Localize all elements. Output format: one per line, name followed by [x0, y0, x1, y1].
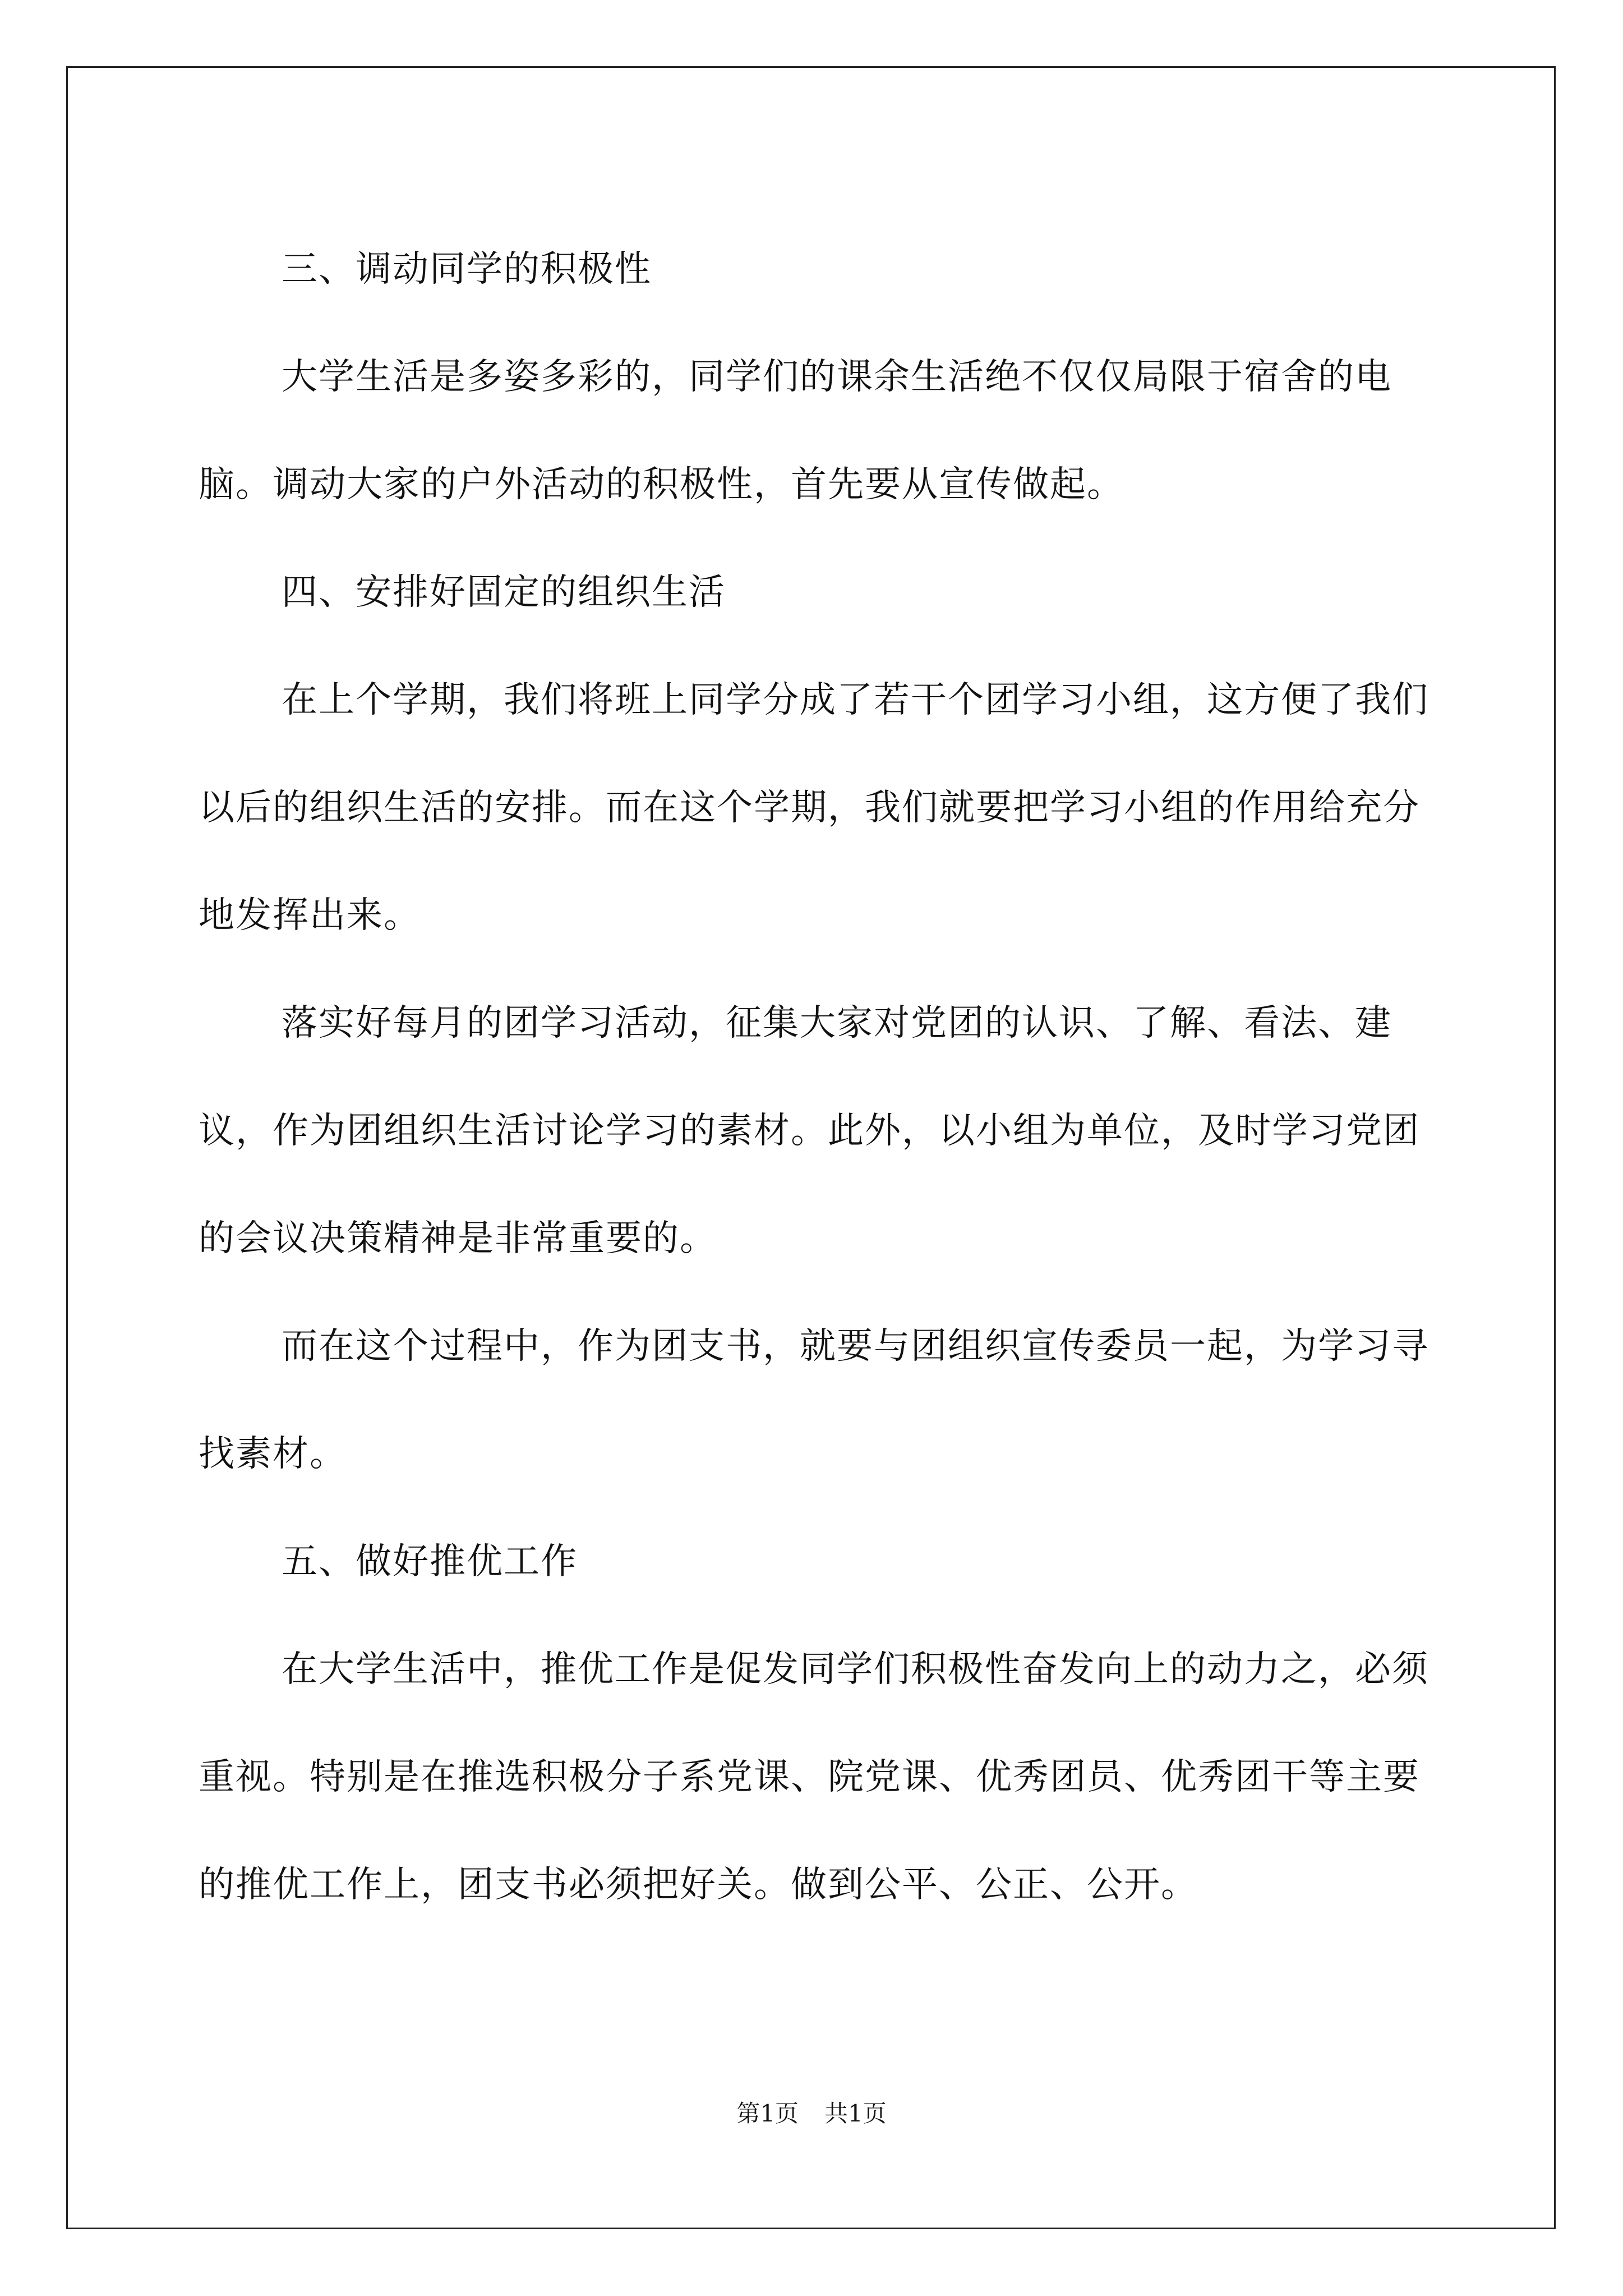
paragraph-3: 落实好每月的团学习活动，征集大家对党团的认识、了解、看法、建议，作为团组织生活讨论学习的素材。此外，以小组为单位，及时学习党团的会议决策精神是非常重要的。	[199, 1002, 1420, 1259]
page-footer	[0, 2097, 1623, 2131]
section-heading-5: 五、做好推优工作	[282, 1541, 578, 1582]
paragraph-4: 而在这个过程中，作为团支书，就要与团组织宣传委员一起，为学习寻找素材。	[199, 1326, 1429, 1475]
page-number: 第1页	[736, 2100, 799, 2127]
paragraph-1: 大学生活是多姿多彩的，同学们的课余生活绝不仅仅局限于宿舍的电脑。调动大家的户外活动的积极性，首先要从宣传做起。	[199, 356, 1392, 505]
paragraph-2: 在上个学期，我们将班上同学分成了若干个团学习小组，这方便了我们以后的组织生活的安排。而在这个学期，我们就要把学习小组的作用给充分地发挥出来。	[199, 679, 1429, 936]
section-heading-4: 四、安排好固定的组织生活	[282, 572, 726, 613]
section-heading-3: 三、调动同学的积极性	[282, 249, 652, 290]
paragraph-5: 在大学生活中，推优工作是促发同学们积极性奋发向上的动力之，必须重视。特别是在推选积极分子系党课、院党课、优秀团员、优秀团干等主要的推优工作上，团支书必须把好关。做到公平、公正、公开。	[199, 1649, 1429, 1906]
document-body	[199, 215, 1432, 1939]
page-total: 共1页	[824, 2100, 887, 2127]
